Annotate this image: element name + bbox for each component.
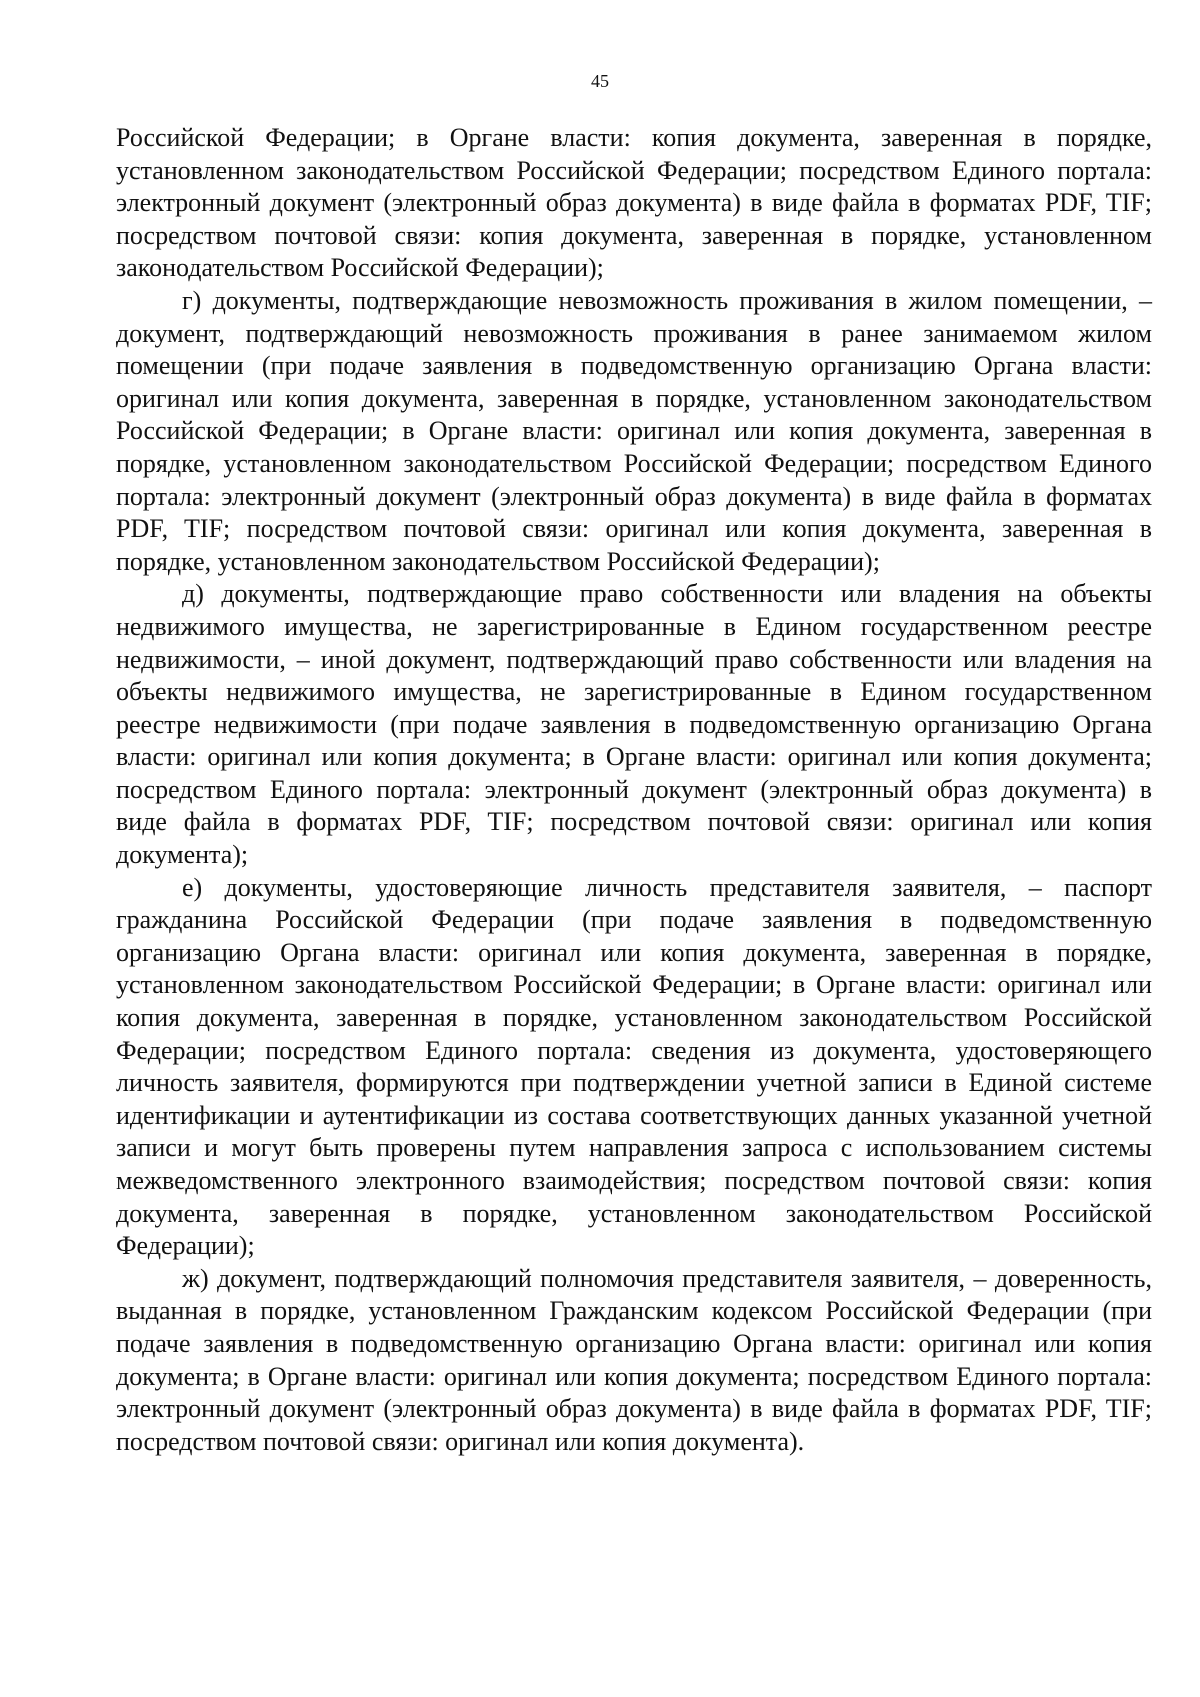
paragraph-item-zh: ж) документ, подтверждающий полномочия представителя заявителя, – доверенность, выданная в порядке, установленном Гражданским кодексом Российской Федерации (при подаче заявления в подведомственную организацию Органа власти: оригинал или копия документа; в Органе власти: оригинал или копия документа; посредством Единого портала: электронный документ (электронный образ документа) в виде файла в форматах PDF, TIF; посредством почтовой связи: оригинал или копия документа). [116,1263,1152,1456]
page-number: 45 [591,71,609,91]
paragraph-item-e: е) документы, удостоверяющие личность представителя заявителя, – паспорт гражданина Российской Федерации (при подаче заявления в подведомственную организацию Органа власти: оригинал или копия документа, заверенная в порядке, установленном законодательством Российской Федерации; в Органе власти: оригинал или копия документа, заверенная в порядке, установленном законодательством Российской Федерации; посредством Единого портала: сведения из документа, удостоверяющего личность заявителя, формируются при подтверждении учетной записи в Единой системе идентификации и аутентификации из состава соответствующих данных указанной учетной записи и могут быть проверены путем направления запроса с использованием системы межведомственного электронного взаимодействия; посредством почтовой связи: копия документа, заверенная в порядке, установленном законодательством Российской Федерации); [116,872,1152,1261]
document-body [116,122,1152,1458]
paragraph-item-g: г) документы, подтверждающие невозможность проживания в жилом помещении, – документ, подтверждающий невозможность проживания в ранее занимаемом жилом помещении (при подаче заявления в подведомственную организацию Органа власти: оригинал или копия документа, заверенная в порядке, установленном законодательством Российской Федерации; в Органе власти: оригинал или копия документа, заверенная в порядке, установленном законодательством Российской Федерации; посредством Единого портала: электронный документ (электронный образ документа) в виде файла в форматах PDF, TIF; посредством почтовой связи: оригинал или копия документа, заверенная в порядке, установленном законодательством Российской Федерации); [116,285,1152,576]
paragraph-continuation: Российской Федерации; в Органе власти: копия документа, заверенная в порядке, установленном законодательством Российской Федерации; посредством Единого портала: электронный документ (электронный образ документа) в виде файла в форматах PDF, TIF; посредством почтовой связи: копия документа, заверенная в порядке, установленном законодательством Российской Федерации); [116,123,1152,283]
paragraph-item-d: д) документы, подтверждающие право собственности или владения на объекты недвижимого имущества, не зарегистрированные в Едином государственном реестре недвижимости, – иной документ, подтверждающий право собственности или владения на объекты недвижимого имущества, не зарегистрированные в Едином государственном реестре недвижимости (при подаче заявления в подведомственную организацию Органа власти: оригинал или копия документа; в Органе власти: оригинал или копия документа; посредством Единого портала: электронный документ (электронный образ документа) в виде файла в форматах PDF, TIF; посредством почтовой связи: оригинал или копия документа); [116,579,1152,870]
